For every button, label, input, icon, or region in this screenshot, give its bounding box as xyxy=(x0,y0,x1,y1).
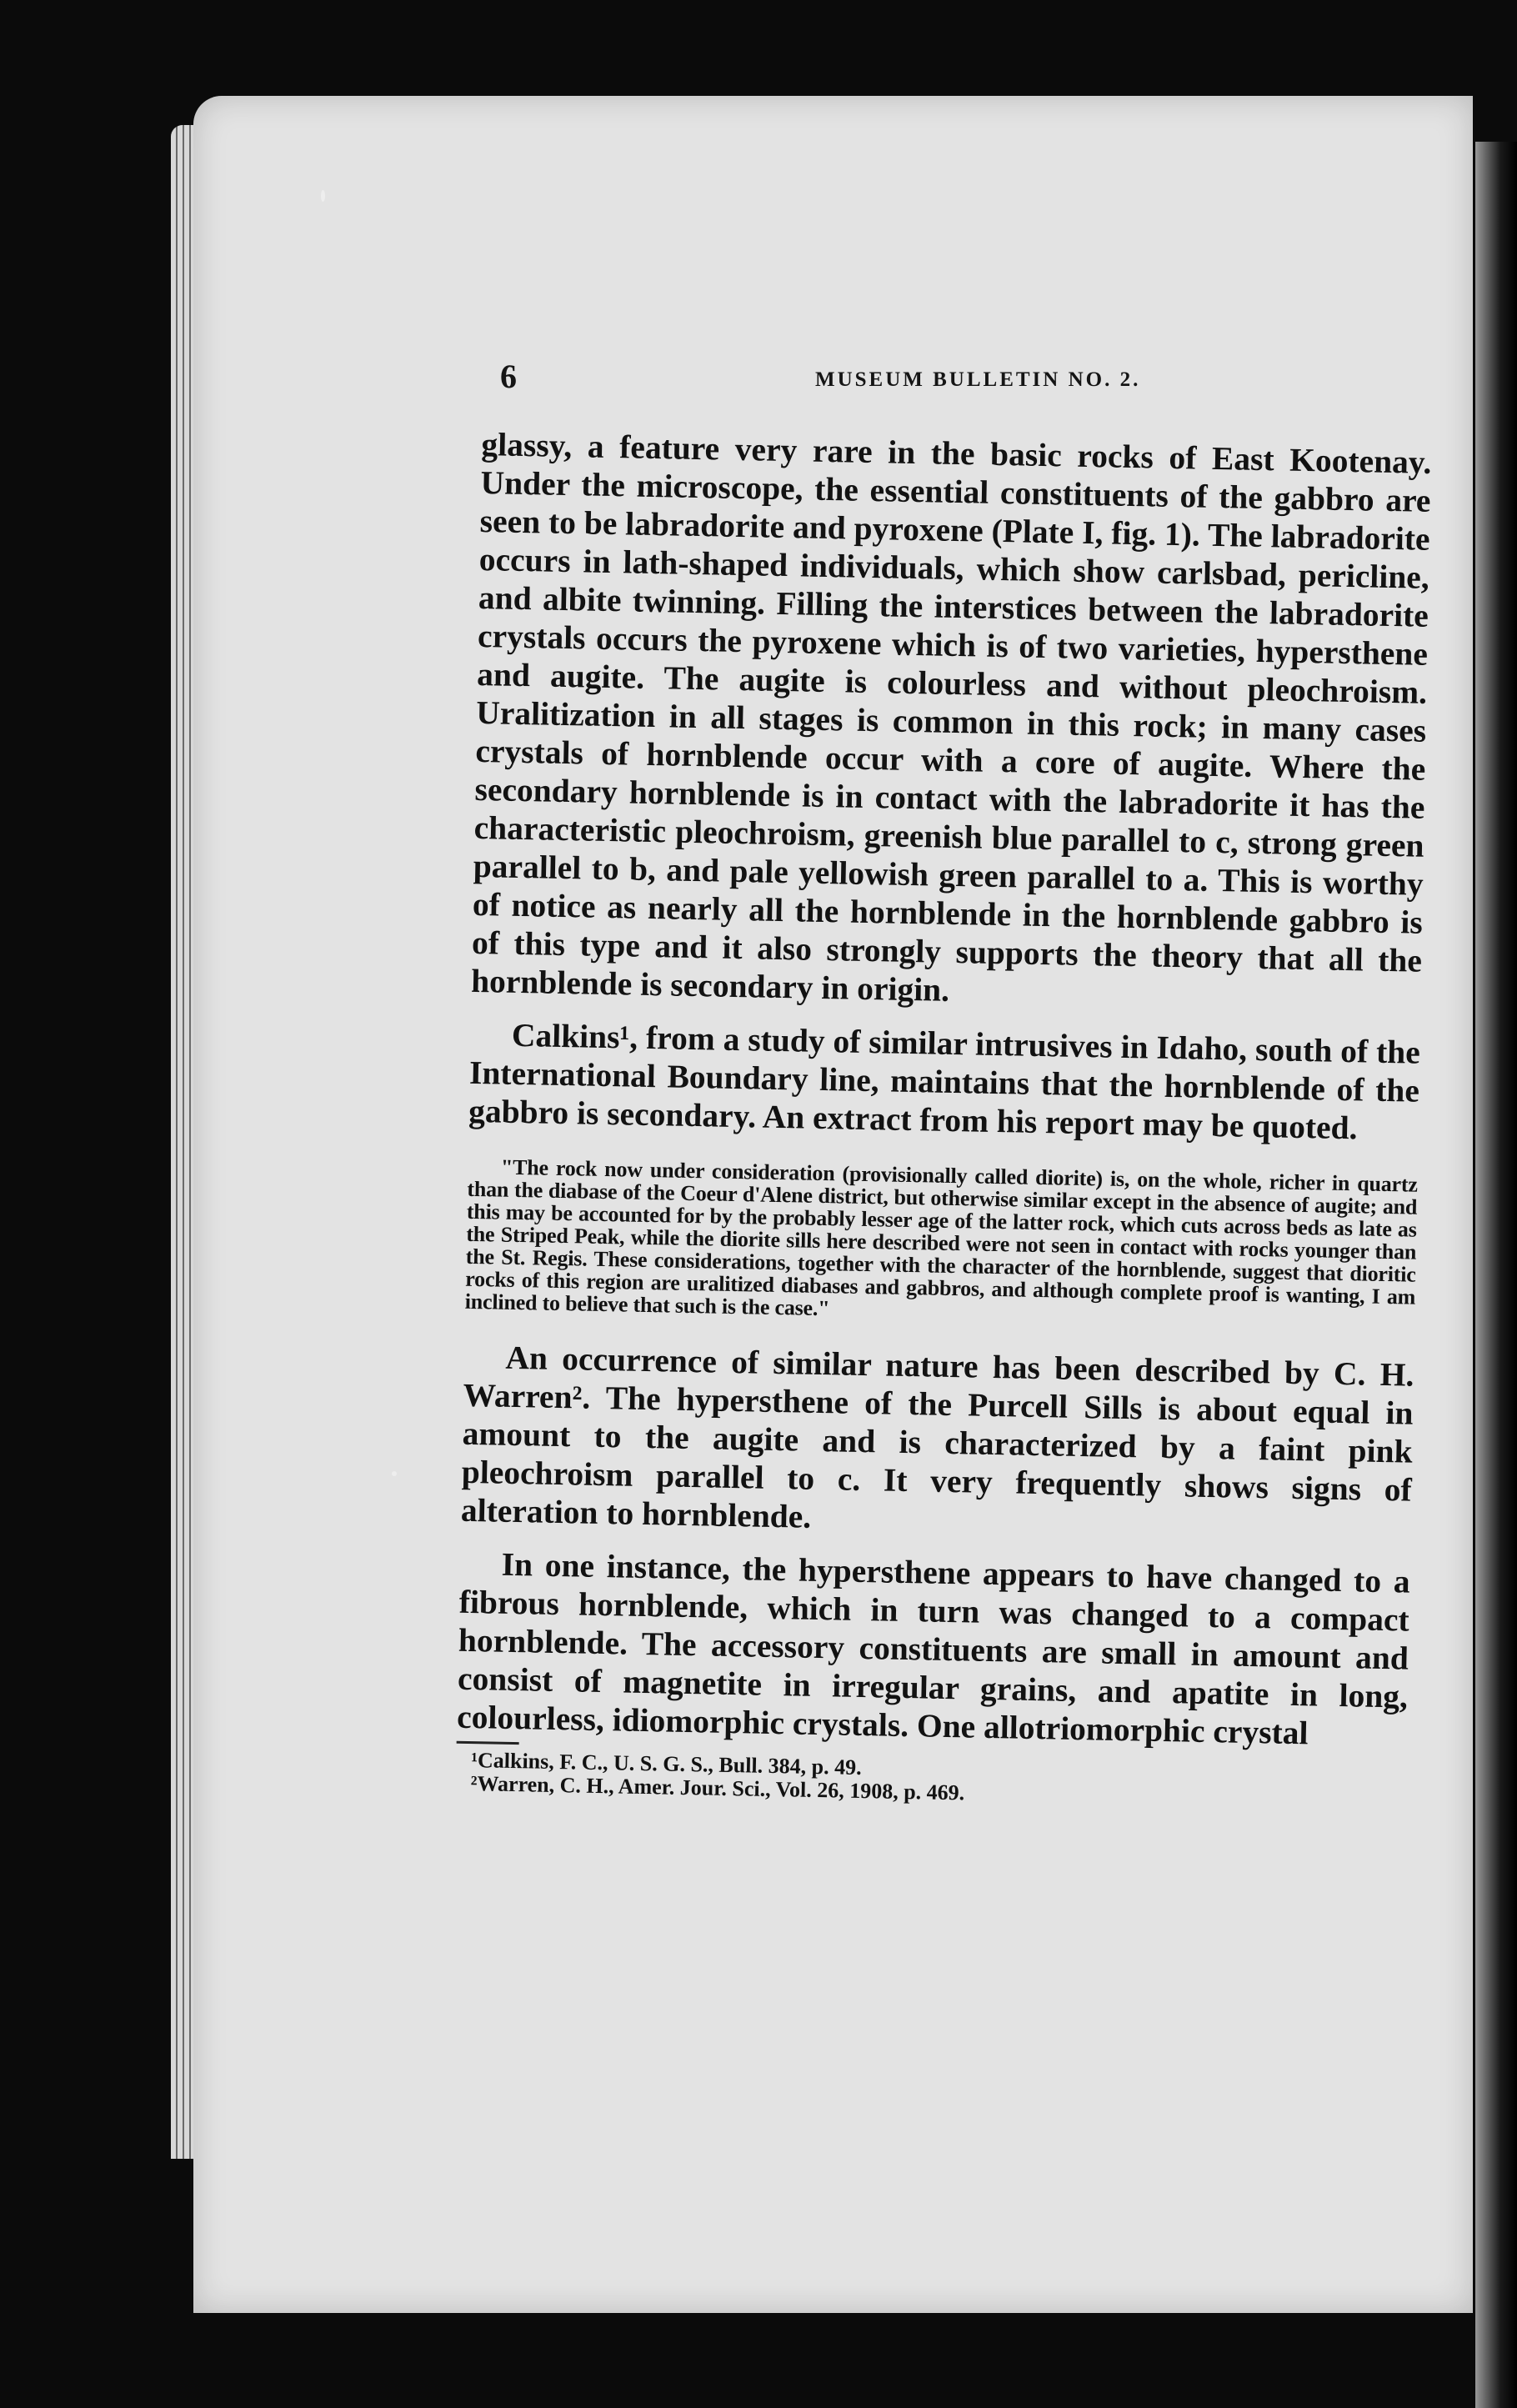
footnote-divider xyxy=(457,1741,519,1745)
block-quote: "The rock now under consideration (provisionally called diorite) is, on the whole, richer in quartz than the diabase of the Coeur d'Alene district, but otherwise similar except in the absence of augite; and this may be accounted for by the probably lesser age of the latter rock, which cuts across beds as late as the Striped Peak, while the diorite sills here described were not seen in contact with rocks younger than the St. Regis. These considerations, together with the character of the hornblende, suggest that dioritic rocks of this region are uralitized diabases and gabbros, and although complete proof is wanting, I am inclined to believe that such is the case." xyxy=(464,1154,1418,1321)
page-header xyxy=(500,357,1484,407)
body-paragraph: An occurrence of similar nature has been described by C. H. Warren². The hypersthene of the Purcell Sills is about equal in amount to the augite and is characterized by a faint pink pleochroism parallel to c. It very frequently shows signs of alteration to hornblende. xyxy=(460,1339,1414,1535)
footnote: ¹Calkins, F. C., U. S. G. S., Bull. 384, p. 49. xyxy=(470,1748,862,1780)
page-number: 6 xyxy=(500,358,517,395)
footnote: ²Warren, C. H., Amer. Jour. Sci., Vol. 26, 1908, p. 469. xyxy=(470,1771,965,1805)
page-gutter-shadow xyxy=(1475,142,1517,2408)
body-paragraph: glassy, a feature very rare in the basic rocks of East Kootenay. Under the microscope, the essential constituents of the gabbro are seen to be labradorite and pyroxene (Plate I, fig. 1). The labradorite occurs in lath-shaped individuals, which show carlsbad, pericline, and albite twinning. Filling the interstices between the labradorite crystals occurs the pyroxene which is of two varieties, hypersthene and augite. The augite is colourless and without pleochroism. Uralitization in all stages is common in this rock; in many cases crystals of hornblende occur with a core of augite. Where the secondary hornblende is in contact with the labradorite it has the characteristic pleochroism, greenish blue parallel to c, strong green parallel to b, and pale yellowish green parallel to a. This is worthy of notice as nearly all the hornblende in the hornblende gabbro is of this type and it also strongly supports the theory that all the hornblende is secondary in origin. xyxy=(470,425,1432,1009)
body-paragraph: Calkins¹, from a study of similar intrusives in Idaho, south of the International Boundary line, maintains that the hornblende of the gabbro is secondary. An extract from his report may be quoted. xyxy=(468,1016,1421,1147)
page-body xyxy=(455,425,1431,1814)
scan-speck xyxy=(321,190,325,202)
scan-speck xyxy=(392,1471,397,1476)
running-head: MUSEUM BULLETIN NO. 2. xyxy=(815,368,1141,391)
body-paragraph: In one instance, the hypersthene appears to have changed to a fibrous hornblende, which in turn was changed to a compact hornblende. The accessory constituents are small in amount and consist of magnetite in irregular grains, and apatite in long, colourless, idiomorphic crystals. One allotriomorphic crystal xyxy=(456,1545,1410,1752)
